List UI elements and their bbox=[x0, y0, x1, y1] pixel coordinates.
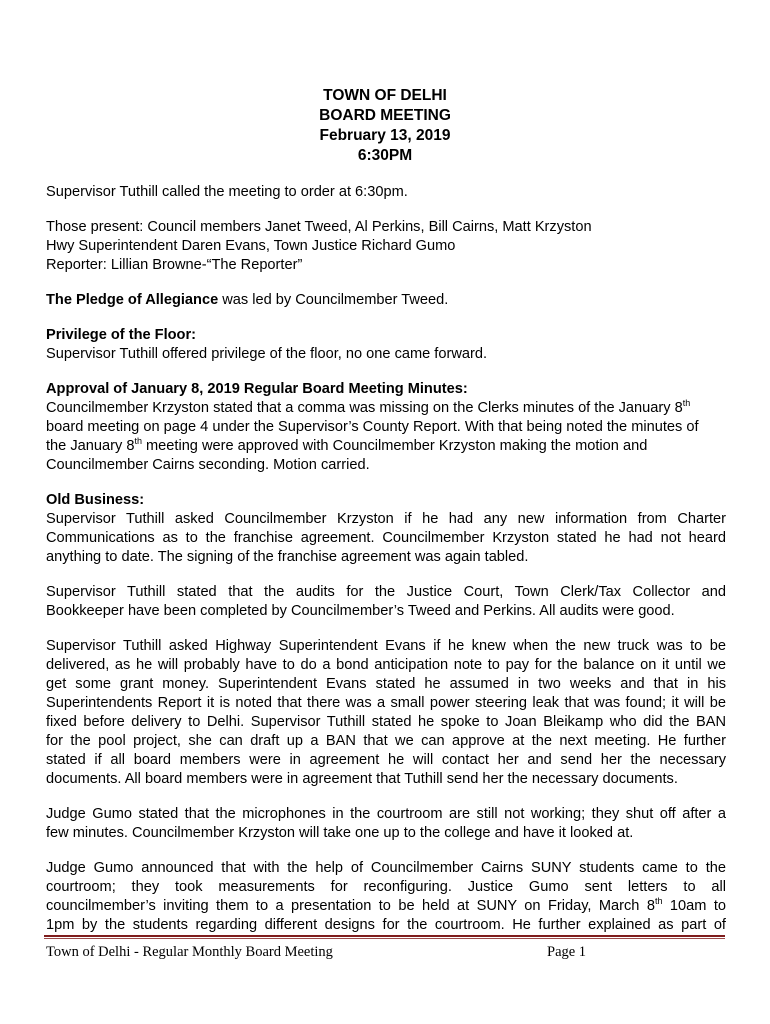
old-business-p2-line: Bookkeeper have been completed by Councilmember’s Tweed and Perkins. All audits were good. bbox=[46, 603, 675, 619]
present-line-3: Reporter: Lillian Browne-“The Reporter” bbox=[46, 257, 303, 273]
call-to-order-paragraph bbox=[46, 183, 726, 202]
old-business-p3-line: Supervisor Tuthill asked Highway Superintendent Evans if he knew when the new truck was to be bbox=[46, 638, 726, 654]
page-number: Page 1 bbox=[547, 944, 587, 960]
meeting-date: February 13, 2019 bbox=[319, 127, 451, 144]
privilege-text: Supervisor Tuthill offered privilege of the floor, no one came forward. bbox=[46, 346, 488, 362]
old-business-p3-line: stated if all board members were in agreement he will contact her and send her the necessary bbox=[46, 752, 726, 768]
old-business-p4-line: few minutes. Councilmember Krzyston will take one up to the college and have it looked at. bbox=[46, 825, 634, 841]
present-line-1: Those present: Council members Janet Tweed, Al Perkins, Bill Cairns, Matt Krzyston bbox=[46, 219, 592, 235]
old-business-heading: Old Business: bbox=[46, 492, 145, 508]
privilege-section bbox=[46, 326, 726, 364]
old-business-p3-line: documents. All board members were in agreement that Tuthill send her the necessary documents. bbox=[46, 771, 678, 787]
old-business-p4-line: Judge Gumo stated that the microphones in the courtroom are still not working; they shut off after a bbox=[46, 806, 726, 822]
meeting-title: BOARD MEETING bbox=[319, 107, 451, 124]
old-business-p4 bbox=[46, 805, 726, 843]
footer-divider bbox=[44, 935, 725, 937]
footer-title: Town of Delhi - Regular Monthly Board Meeting bbox=[46, 944, 333, 960]
footer-divider-thin bbox=[44, 938, 725, 939]
town-title: TOWN OF DELHI bbox=[323, 87, 447, 104]
old-business-p1 bbox=[46, 491, 726, 567]
old-business-p1-line: Supervisor Tuthill asked Councilmember Krzyston if he had any new information from Charter bbox=[46, 511, 726, 527]
old-business-p5-line: Judge Gumo announced that with the help of Councilmember Cairns SUNY students came to the bbox=[46, 860, 726, 876]
old-business-p1-line: Communications as to the franchise agreement. Councilmember Krzyston stated he had not heard bbox=[46, 530, 726, 546]
privilege-heading: Privilege of the Floor: bbox=[46, 327, 197, 343]
pledge-text: was led by Councilmember Tweed. bbox=[218, 292, 449, 308]
old-business-p3-line: fixed before delivery to Delhi. Supervisor Tuthill stated he spoke to Joan Bleikamp who did the BAN bbox=[46, 714, 726, 730]
approval-line-2: board meeting on page 4 under the Supervisor’s County Report. With that being noted the minutes of bbox=[46, 419, 699, 435]
old-business-p2 bbox=[46, 583, 726, 621]
old-business-p5-line: councilmember’s inviting them to a presentation to be held at SUNY on Friday, March 8th 10am to bbox=[46, 896, 726, 914]
pledge-heading: The Pledge of Allegiance bbox=[46, 292, 219, 308]
old-business-p3-line: Superintendents Report it is noted that there was a small power steering leak that was found; it will be bbox=[46, 695, 726, 711]
old-business-p3-line: delivered, as he will probably have to do a bond anticipation note to pay for the balance on it until we bbox=[46, 657, 726, 673]
old-business-p1-line: anything to date. The signing of the franchise agreement was again tabled. bbox=[46, 549, 529, 565]
call-to-order-text: Supervisor Tuthill called the meeting to order at 6:30pm. bbox=[46, 184, 408, 200]
old-business-p5-line: courtroom; they took measurements for reconfiguring. Justice Gumo sent letters to all bbox=[46, 879, 726, 895]
old-business-p5-line: 1pm by the students regarding different designs for the courtroom. He further explained as part of bbox=[46, 917, 726, 933]
approval-line-4: Councilmember Cairns seconding. Motion carried. bbox=[46, 457, 370, 473]
old-business-p5 bbox=[46, 859, 726, 935]
pledge-paragraph bbox=[46, 291, 726, 310]
document-body bbox=[46, 183, 726, 951]
old-business-p3-line: get some grant money. Superintendent Evans stated he assumed in two weeks and that in his bbox=[46, 676, 726, 692]
document-header bbox=[0, 86, 770, 166]
approval-heading: Approval of January 8, 2019 Regular Board Meeting Minutes: bbox=[46, 381, 468, 397]
old-business-p3 bbox=[46, 637, 726, 789]
meeting-time: 6:30PM bbox=[357, 147, 413, 164]
present-line-2: Hwy Superintendent Daren Evans, Town Justice Richard Gumo bbox=[46, 238, 456, 254]
approval-line-1: Councilmember Krzyston stated that a comma was missing on the Clerks minutes of the January 8th bbox=[46, 398, 691, 416]
old-business-p3-line: for the pool project, she can draft up a BAN that we can approve at the next meeting. He further bbox=[46, 733, 726, 749]
attendance-paragraph bbox=[46, 218, 726, 275]
old-business-p2-line: Supervisor Tuthill stated that the audits for the Justice Court, Town Clerk/Tax Collector and bbox=[46, 584, 726, 600]
approval-line-3: the January 8th meeting were approved with Councilmember Krzyston making the motion and bbox=[46, 436, 648, 454]
approval-section bbox=[46, 380, 726, 475]
